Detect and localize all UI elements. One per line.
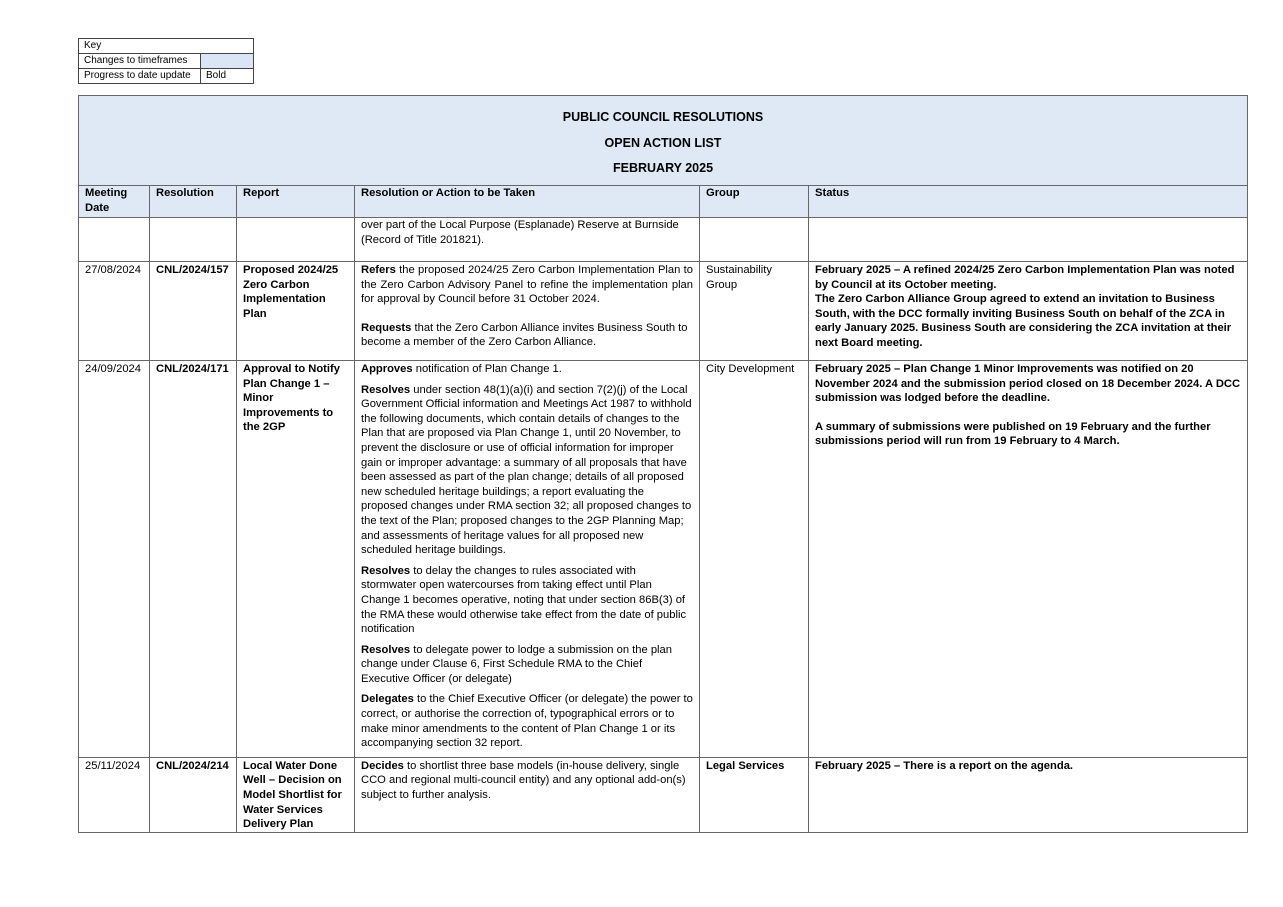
table-row <box>79 361 1248 758</box>
key-value-bold: Bold <box>201 69 254 84</box>
cell-action <box>355 262 700 361</box>
action-text: notification of Plan Change 1. <box>412 363 562 375</box>
cell-status <box>809 757 1248 832</box>
table-row <box>79 262 1248 361</box>
status-paragraph: A summary of submissions were published on 19 February and the further submissions period will run from 19 February to 4 March. <box>815 420 1211 448</box>
cell-date <box>79 218 150 262</box>
action-lead: Resolves <box>361 564 411 577</box>
cell-resolution: CNL/2024/171 <box>150 361 237 758</box>
cell-action <box>355 757 700 832</box>
cell-group: Sustainability Group <box>700 262 809 361</box>
action-paragraph <box>361 643 693 687</box>
cell-resolution <box>150 218 237 262</box>
cell-resolution: CNL/2024/214 <box>150 757 237 832</box>
cell-report: Local Water Done Well – Decision on Model Shortlist for Water Services Delivery Plan <box>237 757 355 832</box>
page-title: PUBLIC COUNCIL RESOLUTIONS <box>562 110 764 124</box>
title-cell <box>79 96 1248 186</box>
action-text: to delegate power to lodge a submission on the plan change under Clause 6, First Schedule RMA to the Chief Executive Officer (or delegate) <box>361 643 672 685</box>
cell-group: Legal Services <box>700 757 809 832</box>
action-paragraph <box>361 564 693 637</box>
action-lead: Decides <box>361 759 404 772</box>
action-text: under section 48(1)(a)(i) and section 7(2)(j) of the Local Government Official information and Meetings Act 1987 to withhold the following documents, which contain details of changes to the Plan that are proposed via Plan Change 1, until 20 November, to prevent the disclosure or use of official information for improper gain or improper advantage: a summary of all proposals that have been assessed as part of the plan change; details of all proposed new scheduled heritage buildings; a report evaluating the proposed changes under RMA section 32; all proposed changes to the text of the Plan; proposed changes to the 2GP Planning Map; and assessments of heritage values for all proposed new scheduled heritage buildings. <box>361 383 692 557</box>
cell-report: Proposed 2024/25 Zero Carbon Implementation Plan <box>237 262 355 361</box>
page-period: FEBRUARY 2025 <box>612 161 714 175</box>
action-paragraph <box>361 383 693 558</box>
action-text: that the Zero Carbon Alliance invites Business South to become a member of the Zero Carbon Alliance. <box>361 321 688 349</box>
cell-group <box>700 218 809 262</box>
action-paragraph <box>361 321 693 350</box>
action-text: the proposed 2024/25 Zero Carbon Implementation Plan to the Zero Carbon Advisory Panel to refine the implementation plan for approval by Council before 31 October 2024. <box>361 264 693 306</box>
cell-report <box>237 218 355 262</box>
action-lead: Resolves <box>361 383 411 396</box>
action-paragraph <box>361 692 693 750</box>
page-subtitle: OPEN ACTION LIST <box>604 135 722 150</box>
cell-report: Approval to Notify Plan Change 1 – Minor Improvements to the 2GP <box>237 361 355 758</box>
action-lead: Resolves <box>361 643 411 656</box>
cell-date: 24/09/2024 <box>79 361 150 758</box>
column-header-status: Status <box>809 186 1248 218</box>
cell-group: City Development <box>700 361 809 758</box>
cell-status <box>809 218 1248 262</box>
cell-action <box>355 361 700 758</box>
column-header-date: Meeting Date <box>79 186 150 218</box>
cell-action <box>355 218 700 262</box>
key-swatch-timeframes <box>201 54 254 69</box>
status-paragraph: February 2025 – A refined 2024/25 Zero Carbon Implementation Plan was noted by Council at its October meeting. <box>815 264 1235 291</box>
key-row <box>79 54 254 69</box>
table-row <box>79 218 1248 262</box>
status-paragraph: The Zero Carbon Alliance Group agreed to extend an invitation to Business South, with the DCC formally inviting Business South on behalf of the ZCA in early January 2025. Business South are considering the ZCA invitation at their next Board meeting. <box>815 293 1232 349</box>
table-row <box>79 757 1248 832</box>
action-lead: Approves <box>361 363 413 375</box>
action-text: to delay the changes to rules associated with stormwater open watercourses from taking effect until Plan Change 1 becomes operative, noting that under section 86B(3) of the RMA these would otherwise take effect from the date of public notification <box>361 564 687 636</box>
action-text: to shortlist three base models (in-house delivery, single CCO and regional multi-council entity) and any optional add-on(s) subject to further analysis. <box>361 759 686 802</box>
column-header-report: Report <box>237 186 355 218</box>
action-list-table <box>78 95 1248 833</box>
cell-resolution: CNL/2024/157 <box>150 262 237 361</box>
action-paragraph <box>361 759 693 803</box>
column-header-resolution: Resolution <box>150 186 237 218</box>
key-row <box>79 69 254 84</box>
status-paragraph: February 2025 – There is a report on the agenda. <box>815 759 1074 772</box>
column-header-row <box>79 186 1248 218</box>
column-header-group: Group <box>700 186 809 218</box>
status-paragraph: February 2025 – Plan Change 1 Minor Improvements was notified on 20 November 2024 and the submission period closed on 18 December 2024. A DCC submission was lodged before the deadline. <box>815 363 1241 405</box>
key-title: Key <box>79 39 254 54</box>
key-label: Progress to date update <box>79 69 201 84</box>
cell-status <box>809 361 1248 758</box>
action-paragraph <box>361 362 693 377</box>
action-text: to the Chief Executive Officer (or delegate) the power to correct, or authorise the correction of, typographical errors or to make minor amendments to the content of Plan Change 1 or its accompanying section 32 report. <box>361 693 693 750</box>
action-lead: Refers <box>361 264 396 276</box>
cell-date: 27/08/2024 <box>79 262 150 361</box>
action-text: over part of the Local Purpose (Esplanade) Reserve at Burnside (Record of Title 201821). <box>361 219 679 246</box>
title-row <box>79 96 1248 186</box>
action-paragraph <box>361 263 693 307</box>
column-header-action: Resolution or Action to be Taken <box>355 186 700 218</box>
cell-status <box>809 262 1248 361</box>
action-lead: Delegates <box>361 693 414 706</box>
key-title-row <box>79 39 254 54</box>
key-label: Changes to timeframes <box>79 54 201 69</box>
key-table <box>78 38 254 84</box>
cell-date: 25/11/2024 <box>79 757 150 832</box>
action-lead: Requests <box>361 321 412 334</box>
